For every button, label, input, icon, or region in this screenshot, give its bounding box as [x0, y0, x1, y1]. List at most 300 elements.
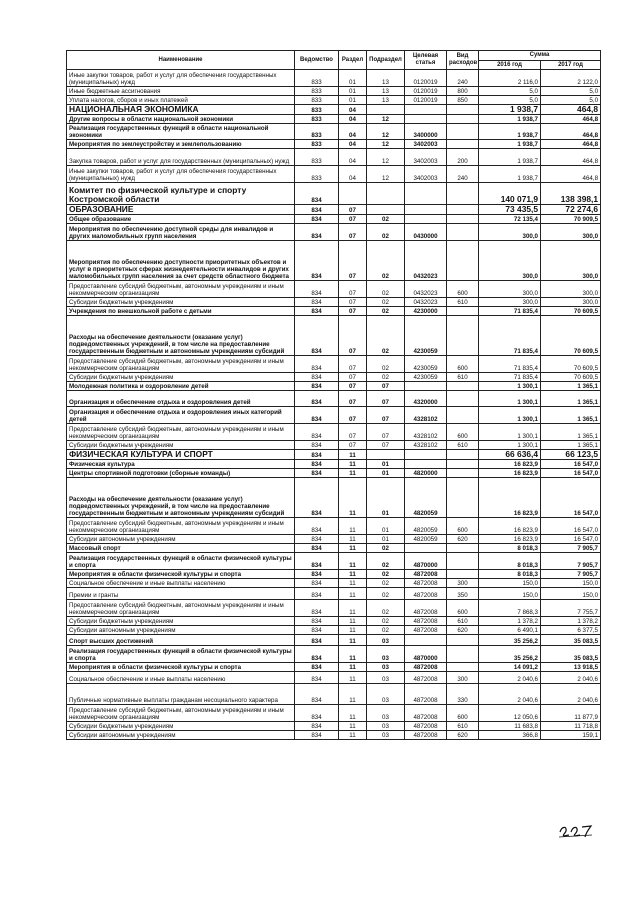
- cell-sum-2016: 1 300,1: [479, 382, 541, 391]
- cell-sum-2016: 1 938,7: [479, 105, 541, 115]
- table-row: [67, 316, 601, 356]
- cell-razdel: 07: [339, 307, 367, 316]
- cell-name: Мероприятия по обеспечению доступной среды для инвалидов и других маломобильных групп населения: [67, 224, 295, 241]
- cell-sum-2016: 150,0: [479, 579, 541, 588]
- cell-cel: 3402003: [405, 140, 447, 149]
- cell-name: Субсидии автономным учреждениям: [67, 731, 295, 740]
- cell-podrazdel: 13: [367, 87, 405, 96]
- cell-razdel: 04: [339, 105, 367, 115]
- cell-cel: 4328102: [405, 407, 447, 424]
- table-row: [67, 460, 601, 469]
- cell-sum-2017: 1 365,1: [541, 407, 601, 424]
- cell-podrazdel: [367, 105, 405, 115]
- table-row: [67, 663, 601, 672]
- cell-cel: [405, 183, 447, 205]
- cell-ved: 834: [295, 469, 339, 478]
- table-row: [67, 544, 601, 553]
- cell-ved: 834: [295, 535, 339, 544]
- cell-razdel: 01: [339, 87, 367, 96]
- cell-cel: 4870000: [405, 553, 447, 570]
- cell-ved: 834: [295, 183, 339, 205]
- cell-cel: 4328102: [405, 424, 447, 441]
- cell-ved: 834: [295, 646, 339, 663]
- cell-podrazdel: 02: [367, 281, 405, 298]
- header-ved: Ведомство: [295, 51, 339, 70]
- cell-sum-2017: 2 122,0: [541, 70, 601, 87]
- cell-sum-2016: 35 256,2: [479, 646, 541, 663]
- cell-ved: 834: [295, 424, 339, 441]
- cell-sum-2016: 14 091,2: [479, 663, 541, 672]
- cell-cel: 4820059: [405, 478, 447, 518]
- cell-sum-2016: 2 040,6: [479, 672, 541, 684]
- table-row: [67, 441, 601, 450]
- table-row: [67, 307, 601, 316]
- cell-razdel: 11: [339, 579, 367, 588]
- cell-name: Социальное обеспечение и иные выплаты населению: [67, 579, 295, 588]
- cell-sum-2017: 464,8: [541, 140, 601, 149]
- cell-razdel: 07: [339, 241, 367, 281]
- cell-name: Учреждения по внешкольной работе с детьми: [67, 307, 295, 316]
- cell-cel: 3402003: [405, 149, 447, 166]
- cell-razdel: 07: [339, 407, 367, 424]
- cell-ved: 834: [295, 373, 339, 382]
- cell-sum-2016: 1 300,1: [479, 424, 541, 441]
- cell-sum-2017: 1 365,1: [541, 424, 601, 441]
- cell-podrazdel: 03: [367, 731, 405, 740]
- cell-name: Предоставление субсидий бюджетным, автономным учреждениям и иным некоммерческим организациям: [67, 705, 295, 722]
- cell-podrazdel: [367, 450, 405, 460]
- cell-sum-2017: 16 547,0: [541, 535, 601, 544]
- cell-razdel: 04: [339, 115, 367, 124]
- cell-podrazdel: 07: [367, 391, 405, 407]
- cell-cel: 4230059: [405, 316, 447, 356]
- cell-sum-2016: 7 868,3: [479, 600, 541, 617]
- table-row: [67, 140, 601, 149]
- cell-sum-2016: 6 490,1: [479, 626, 541, 635]
- cell-podrazdel: 01: [367, 518, 405, 535]
- table-row: [67, 298, 601, 307]
- cell-podrazdel: 02: [367, 356, 405, 373]
- cell-sum-2016: 8 018,3: [479, 570, 541, 579]
- cell-ved: 833: [295, 87, 339, 96]
- cell-sum-2016: 66 636,4: [479, 450, 541, 460]
- cell-cel: 4872008: [405, 600, 447, 617]
- cell-podrazdel: 13: [367, 96, 405, 105]
- budget-table: [66, 50, 601, 740]
- cell-sum-2017: 11 877,9: [541, 705, 601, 722]
- table-row: [67, 105, 601, 115]
- cell-vid: [447, 224, 479, 241]
- cell-name: ФИЗИЧЕСКАЯ КУЛЬТУРА И СПОРТ: [67, 450, 295, 460]
- cell-cel: 4872008: [405, 617, 447, 626]
- cell-name: Социальное обеспечение и иные выплаты населению: [67, 672, 295, 684]
- cell-name: Субсидии автономным учреждениям: [67, 535, 295, 544]
- cell-name: Мероприятия в области физической культуры и спорта: [67, 570, 295, 579]
- cell-razdel: 11: [339, 478, 367, 518]
- cell-razdel: 11: [339, 617, 367, 626]
- cell-ved: 834: [295, 407, 339, 424]
- cell-podrazdel: 02: [367, 316, 405, 356]
- cell-sum-2017: 159,1: [541, 731, 601, 740]
- cell-podrazdel: 02: [367, 570, 405, 579]
- cell-razdel: 11: [339, 626, 367, 635]
- table-row: [67, 722, 601, 731]
- cell-sum-2016: 300,0: [479, 224, 541, 241]
- cell-razdel: 04: [339, 149, 367, 166]
- cell-ved: 834: [295, 460, 339, 469]
- cell-vid: [447, 205, 479, 215]
- cell-razdel: 01: [339, 70, 367, 87]
- header-vid: Вид расходов: [447, 51, 479, 70]
- cell-sum-2017: 70 609,5: [541, 316, 601, 356]
- table-row: [67, 535, 601, 544]
- cell-name: НАЦИОНАЛЬНАЯ ЭКОНОМИКА: [67, 105, 295, 115]
- cell-name: Реализация государственных функций в области физической культуры и спорта: [67, 553, 295, 570]
- header-cel: Целевая статья: [405, 51, 447, 70]
- cell-sum-2016: 1 300,1: [479, 407, 541, 424]
- cell-sum-2016: 71 835,4: [479, 307, 541, 316]
- cell-sum-2016: 366,8: [479, 731, 541, 740]
- cell-sum-2016: 71 835,4: [479, 356, 541, 373]
- cell-sum-2017: 16 547,0: [541, 518, 601, 535]
- cell-ved: 833: [295, 124, 339, 140]
- cell-ved: 834: [295, 518, 339, 535]
- cell-sum-2017: 70 909,5: [541, 215, 601, 224]
- cell-cel: 0120019: [405, 87, 447, 96]
- cell-name: Другие вопросы в области национальной экономики: [67, 115, 295, 124]
- cell-razdel: 07: [339, 391, 367, 407]
- cell-name: Иные закупки товаров, работ и услуг для обеспечения государственных (муниципальных) нужд: [67, 166, 295, 183]
- cell-razdel: 11: [339, 553, 367, 570]
- cell-sum-2017: 70 609,5: [541, 356, 601, 373]
- cell-razdel: 11: [339, 663, 367, 672]
- cell-sum-2017: 16 547,0: [541, 469, 601, 478]
- cell-sum-2017: 70 609,5: [541, 307, 601, 316]
- cell-podrazdel: 12: [367, 115, 405, 124]
- cell-name: Молодежная политика и оздоровление детей: [67, 382, 295, 391]
- table-body: [67, 70, 601, 740]
- header-2017: 2017 год: [541, 61, 601, 70]
- cell-vid: [447, 382, 479, 391]
- table-row: [67, 215, 601, 224]
- table-row: [67, 166, 601, 183]
- cell-ved: 834: [295, 298, 339, 307]
- cell-cel: 4820059: [405, 518, 447, 535]
- cell-podrazdel: 03: [367, 646, 405, 663]
- cell-podrazdel: 07: [367, 424, 405, 441]
- cell-podrazdel: 02: [367, 298, 405, 307]
- table-row: [67, 684, 601, 705]
- table-row: [67, 469, 601, 478]
- cell-name: Реализация государственных функций в области национальной экономики: [67, 124, 295, 140]
- cell-cel: [405, 205, 447, 215]
- cell-ved: 834: [295, 553, 339, 570]
- cell-sum-2016: 16 823,9: [479, 478, 541, 518]
- cell-name: ОБРАЗОВАНИЕ: [67, 205, 295, 215]
- cell-ved: 833: [295, 115, 339, 124]
- cell-podrazdel: 02: [367, 617, 405, 626]
- table-row: [67, 281, 601, 298]
- cell-ved: 834: [295, 307, 339, 316]
- cell-vid: [447, 460, 479, 469]
- cell-cel: [405, 382, 447, 391]
- cell-sum-2016: 8 018,3: [479, 553, 541, 570]
- cell-cel: 4870000: [405, 646, 447, 663]
- table-row: [67, 382, 601, 391]
- cell-sum-2017: 11 718,8: [541, 722, 601, 731]
- cell-sum-2016: 140 071,9: [479, 183, 541, 205]
- cell-sum-2017: 1 365,1: [541, 391, 601, 407]
- cell-cel: 0120019: [405, 96, 447, 105]
- cell-podrazdel: 12: [367, 140, 405, 149]
- cell-name: Предоставление субсидий бюджетным, автономным учреждениям и иным некоммерческим организациям: [67, 281, 295, 298]
- handwritten-page-number: [558, 820, 594, 838]
- cell-ved: 834: [295, 450, 339, 460]
- cell-razdel: 11: [339, 600, 367, 617]
- cell-name: Субсидии бюджетным учреждениям: [67, 373, 295, 382]
- table-row: [67, 124, 601, 140]
- cell-sum-2017: 2 040,6: [541, 684, 601, 705]
- cell-name: Физическая культура: [67, 460, 295, 469]
- cell-cel: 3402003: [405, 166, 447, 183]
- cell-cel: 0430000: [405, 224, 447, 241]
- cell-vid: 600: [447, 705, 479, 722]
- cell-razdel: 07: [339, 316, 367, 356]
- cell-sum-2016: 16 823,9: [479, 535, 541, 544]
- table-row: [67, 183, 601, 205]
- cell-vid: 240: [447, 166, 479, 183]
- cell-cel: 4230059: [405, 356, 447, 373]
- cell-sum-2017: 1 378,2: [541, 617, 601, 626]
- cell-sum-2016: 71 835,4: [479, 316, 541, 356]
- cell-vid: 600: [447, 356, 479, 373]
- cell-sum-2016: 16 823,9: [479, 460, 541, 469]
- cell-vid: 800: [447, 87, 479, 96]
- cell-ved: 834: [295, 215, 339, 224]
- cell-vid: [447, 570, 479, 579]
- cell-sum-2017: 300,0: [541, 224, 601, 241]
- cell-sum-2016: 2 116,0: [479, 70, 541, 87]
- cell-sum-2016: 1 378,2: [479, 617, 541, 626]
- cell-podrazdel: 07: [367, 407, 405, 424]
- cell-name: Уплата налогов, сборов и иных платежей: [67, 96, 295, 105]
- table-row: [67, 570, 601, 579]
- cell-razdel: 01: [339, 96, 367, 105]
- table-row: [67, 626, 601, 635]
- cell-sum-2016: 72 135,4: [479, 215, 541, 224]
- cell-cel: [405, 105, 447, 115]
- cell-sum-2016: 150,0: [479, 588, 541, 600]
- cell-sum-2016: 300,0: [479, 241, 541, 281]
- cell-podrazdel: 02: [367, 224, 405, 241]
- cell-razdel: 11: [339, 544, 367, 553]
- cell-ved: 833: [295, 149, 339, 166]
- cell-vid: [447, 469, 479, 478]
- table-row: [67, 705, 601, 722]
- cell-sum-2017: 300,0: [541, 281, 601, 298]
- cell-name: Расходы на обеспечение деятельности (оказание услуг) подведомственных учреждений, в том числе на предоставление государственным бюджетным и автономным учреждениям субсидий: [67, 478, 295, 518]
- cell-sum-2016: 1 938,7: [479, 115, 541, 124]
- cell-sum-2016: 16 823,9: [479, 469, 541, 478]
- cell-vid: 610: [447, 298, 479, 307]
- cell-sum-2017: 464,8: [541, 166, 601, 183]
- cell-name: Иные бюджетные ассигнования: [67, 87, 295, 96]
- cell-sum-2016: 1 300,1: [479, 391, 541, 407]
- cell-vid: [447, 450, 479, 460]
- cell-sum-2016: 300,0: [479, 281, 541, 298]
- cell-vid: 620: [447, 731, 479, 740]
- cell-sum-2016: 71 835,4: [479, 373, 541, 382]
- cell-cel: 4872008: [405, 570, 447, 579]
- table-row: [67, 205, 601, 215]
- cell-vid: [447, 407, 479, 424]
- cell-ved: 833: [295, 166, 339, 183]
- cell-cel: 4328102: [405, 441, 447, 450]
- cell-vid: [447, 553, 479, 570]
- cell-sum-2017: 35 083,5: [541, 646, 601, 663]
- cell-cel: 4820059: [405, 535, 447, 544]
- cell-name: Предоставление субсидий бюджетным, автономным учреждениям и иным некоммерческим организациям: [67, 600, 295, 617]
- cell-sum-2017: 16 547,0: [541, 478, 601, 518]
- cell-vid: 850: [447, 96, 479, 105]
- cell-ved: 834: [295, 391, 339, 407]
- header-razdel: Раздел: [339, 51, 367, 70]
- cell-cel: 4320000: [405, 391, 447, 407]
- cell-sum-2016: 35 256,2: [479, 635, 541, 646]
- cell-vid: 200: [447, 149, 479, 166]
- cell-razdel: [339, 183, 367, 205]
- cell-sum-2017: 6 377,5: [541, 626, 601, 635]
- cell-sum-2017: 5,0: [541, 96, 601, 105]
- cell-razdel: 11: [339, 635, 367, 646]
- header-2016: 2016 год: [479, 61, 541, 70]
- cell-ved: 833: [295, 96, 339, 105]
- cell-ved: 834: [295, 382, 339, 391]
- cell-razdel: 11: [339, 450, 367, 460]
- cell-sum-2017: 300,0: [541, 298, 601, 307]
- table-row: [67, 87, 601, 96]
- cell-cel: 0432023: [405, 281, 447, 298]
- cell-name: Субсидии автономным учреждениям: [67, 626, 295, 635]
- cell-vid: [447, 646, 479, 663]
- cell-vid: 620: [447, 535, 479, 544]
- cell-name: Центры спортивной подготовки (сборные команды): [67, 469, 295, 478]
- cell-razdel: 11: [339, 535, 367, 544]
- cell-podrazdel: 03: [367, 705, 405, 722]
- cell-razdel: 07: [339, 215, 367, 224]
- cell-vid: [447, 316, 479, 356]
- cell-podrazdel: 12: [367, 166, 405, 183]
- cell-cel: 4872008: [405, 672, 447, 684]
- cell-razdel: 04: [339, 166, 367, 183]
- cell-razdel: 07: [339, 205, 367, 215]
- cell-razdel: 07: [339, 373, 367, 382]
- cell-razdel: 11: [339, 460, 367, 469]
- cell-name: Организация и обеспечение отдыха и оздоровления детей: [67, 391, 295, 407]
- header-summa: Сумма: [479, 51, 601, 61]
- cell-sum-2017: 1 365,1: [541, 382, 601, 391]
- table-row: [67, 450, 601, 460]
- cell-razdel: 11: [339, 646, 367, 663]
- header-podrazdel: Подраздел: [367, 51, 405, 70]
- cell-cel: 4872008: [405, 731, 447, 740]
- table-row: [67, 635, 601, 646]
- cell-sum-2016: 2 040,6: [479, 684, 541, 705]
- cell-podrazdel: 02: [367, 600, 405, 617]
- cell-podrazdel: 13: [367, 70, 405, 87]
- cell-razdel: 07: [339, 424, 367, 441]
- cell-razdel: 07: [339, 298, 367, 307]
- cell-sum-2017: 7 755,7: [541, 600, 601, 617]
- cell-cel: 0432023: [405, 241, 447, 281]
- cell-sum-2017: 66 123,5: [541, 450, 601, 460]
- cell-ved: 834: [295, 241, 339, 281]
- table-row: [67, 518, 601, 535]
- cell-razdel: 11: [339, 518, 367, 535]
- cell-sum-2017: 13 918,5: [541, 663, 601, 672]
- cell-name: Организация и обеспечение отдыха и оздоровления иных категорий детей: [67, 407, 295, 424]
- cell-vid: 300: [447, 579, 479, 588]
- cell-sum-2017: 16 547,0: [541, 460, 601, 469]
- cell-ved: 833: [295, 105, 339, 115]
- cell-name: Комитет по физической культуре и спорту Костромской области: [67, 183, 295, 205]
- cell-podrazdel: 02: [367, 215, 405, 224]
- cell-cel: 4872008: [405, 684, 447, 705]
- cell-name: Реализация государственных функций в области физической культуры и спорта: [67, 646, 295, 663]
- table-row: [67, 407, 601, 424]
- cell-cel: [405, 544, 447, 553]
- cell-sum-2016: 5,0: [479, 87, 541, 96]
- cell-ved: 834: [295, 544, 339, 553]
- cell-name: Субсидии бюджетным учреждениям: [67, 617, 295, 626]
- cell-cel: [405, 115, 447, 124]
- cell-podrazdel: 12: [367, 124, 405, 140]
- cell-sum-2016: 1 938,7: [479, 149, 541, 166]
- cell-razdel: 07: [339, 281, 367, 298]
- cell-ved: 834: [295, 705, 339, 722]
- cell-vid: 330: [447, 684, 479, 705]
- cell-ved: 834: [295, 281, 339, 298]
- cell-ved: 834: [295, 316, 339, 356]
- cell-cel: 4872008: [405, 705, 447, 722]
- cell-cel: [405, 450, 447, 460]
- cell-sum-2016: 16 823,9: [479, 518, 541, 535]
- cell-sum-2016: 1 938,7: [479, 166, 541, 183]
- cell-cel: 4872008: [405, 722, 447, 731]
- cell-cel: 4872008: [405, 663, 447, 672]
- table-row: [67, 373, 601, 382]
- cell-razdel: 04: [339, 140, 367, 149]
- cell-cel: 0120019: [405, 70, 447, 87]
- cell-sum-2016: 11 683,8: [479, 722, 541, 731]
- cell-sum-2017: 138 398,1: [541, 183, 601, 205]
- cell-razdel: 07: [339, 382, 367, 391]
- cell-sum-2017: 464,8: [541, 149, 601, 166]
- cell-razdel: 07: [339, 441, 367, 450]
- cell-name: Мероприятия в области физической культуры и спорта: [67, 663, 295, 672]
- cell-vid: [447, 635, 479, 646]
- cell-ved: 834: [295, 579, 339, 588]
- cell-razdel: 11: [339, 731, 367, 740]
- table-row: [67, 224, 601, 241]
- cell-vid: 350: [447, 588, 479, 600]
- cell-vid: [447, 544, 479, 553]
- cell-sum-2017: 150,0: [541, 579, 601, 588]
- cell-ved: 833: [295, 140, 339, 149]
- cell-podrazdel: 03: [367, 635, 405, 646]
- table-row: [67, 731, 601, 740]
- cell-name: Публичные нормативные выплаты гражданам несоциального характера: [67, 684, 295, 705]
